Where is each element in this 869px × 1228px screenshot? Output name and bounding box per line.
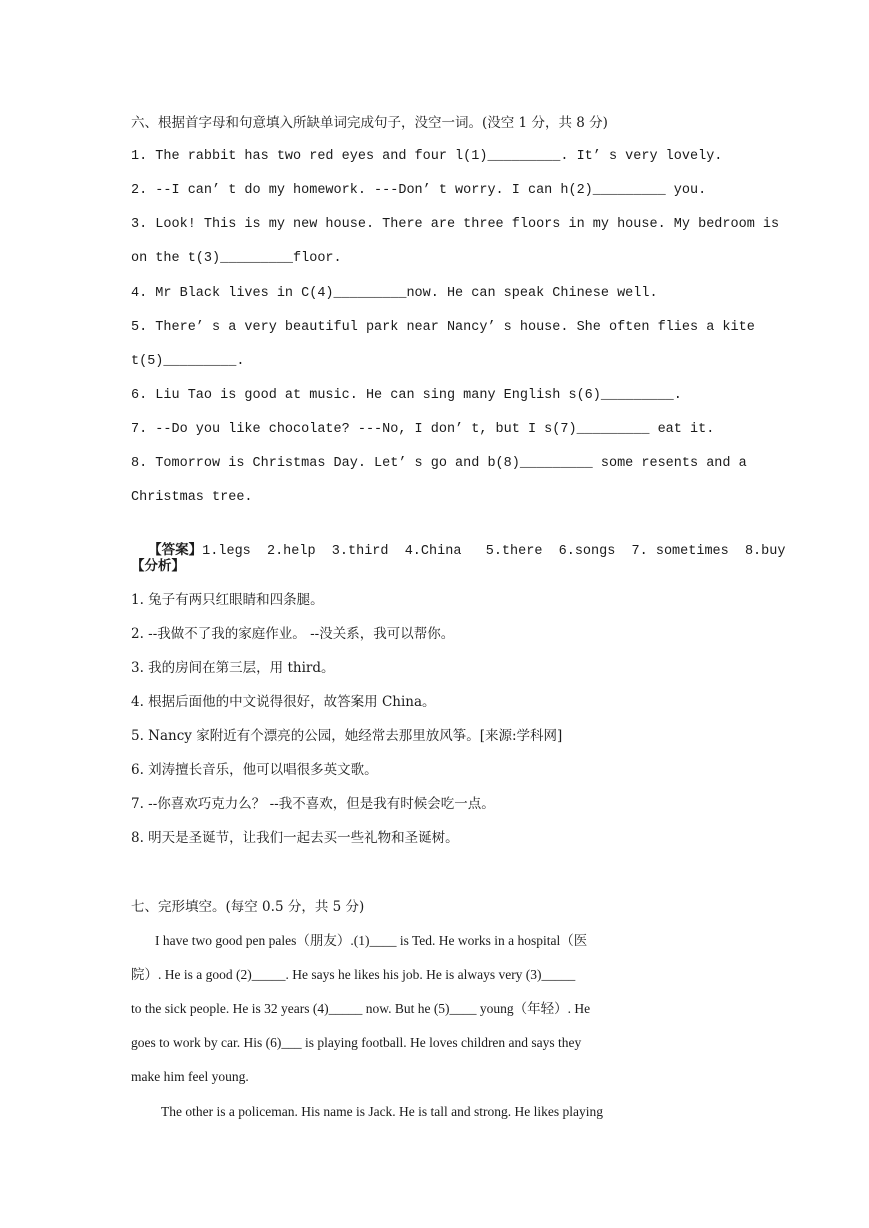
passage-line-5: make him feel young. bbox=[131, 1069, 249, 1084]
answer-row bbox=[131, 523, 785, 579]
question-1: 1. The rabbit has two red eyes and four l(1)_________. It’ s very lovely. bbox=[131, 149, 723, 164]
passage-line-6: The other is a policeman. His name is Jack. He is tall and strong. He likes playing bbox=[161, 1104, 604, 1119]
analysis-2: 2. --我做不了我的家庭作业。 --没关系，我可以帮你。 bbox=[131, 626, 455, 642]
question-3-line2: on the t(3)_________floor. bbox=[131, 251, 342, 266]
analysis-1: 1. 兔子有两只红眼睛和四条腿。 bbox=[131, 592, 324, 608]
question-8-line1: 8. Tomorrow is Christmas Day. Let’ s go and b(8)_________ some resents and a bbox=[131, 456, 747, 471]
question-7: 7. --Do you like chocolate? ---No, I don’ t, but I s(7)_________ eat it. bbox=[131, 422, 715, 437]
question-4: 4. Mr Black lives in C(4)_________now. He can speak Chinese well. bbox=[131, 286, 658, 301]
analysis-6: 6. 刘涛擅长音乐，他可以唱很多英文歌。 bbox=[131, 762, 378, 778]
passage-line-2: 院）. He is a good (2)_____. He says he likes his job. He is always very (3)_____ bbox=[131, 967, 576, 982]
analysis-7: 7. --你喜欢巧克力么？ --我不喜欢，但是我有时候会吃一点。 bbox=[131, 796, 495, 812]
answer-label: 【答案】 bbox=[148, 542, 203, 558]
answer-text: 1.legs 2.help 3.third 4.China 5.there 6.songs 7. sometimes 8.buy bbox=[202, 544, 786, 559]
analysis-8: 8. 明天是圣诞节，让我们一起去买一些礼物和圣诞树。 bbox=[131, 830, 459, 846]
question-6: 6. Liu Tao is good at music. He can sing many English s(6)_________. bbox=[131, 388, 682, 403]
analysis-5: 5. Nancy 家附近有个漂亮的公园，她经常去那里放风筝。[来源:学科网] bbox=[131, 728, 563, 744]
section7-heading: 七、完形填空。(每空 0.5 分，共 5 分) bbox=[131, 899, 365, 915]
passage-line-1: I have two good pen pales（朋友）.(1)____ is Ted. He works in a hospital（医 bbox=[155, 933, 588, 948]
passage-line-3: to the sick people. He is 32 years (4)_____ now. But he (5)____ young（年轻）. He bbox=[131, 1001, 591, 1016]
passage-line-4: goes to work by car. His (6)___ is playing football. He loves children and says they bbox=[131, 1035, 582, 1050]
analysis-label: 【分析】 bbox=[131, 558, 185, 574]
question-2: 2. --I can’ t do my homework. ---Don’ t worry. I can h(2)_________ you. bbox=[131, 183, 707, 198]
question-5-line2: t(5)_________. bbox=[131, 354, 245, 369]
question-8-line2: Christmas tree. bbox=[131, 490, 253, 505]
question-5-line1: 5. There’ s a very beautiful park near Nancy’ s house. She often flies a kite bbox=[131, 320, 755, 335]
analysis-4: 4. 根据后面他的中文说得很好，故答案用 China。 bbox=[131, 694, 436, 710]
analysis-3: 3. 我的房间在第三层，用 third。 bbox=[131, 660, 335, 676]
section6-heading: 六、根据首字母和句意填入所缺单词完成句子，没空一词。(没空 1 分，共 8 分) bbox=[131, 115, 608, 131]
question-3-line1: 3. Look! This is my new house. There are three floors in my house. My bedroom is bbox=[131, 217, 780, 232]
